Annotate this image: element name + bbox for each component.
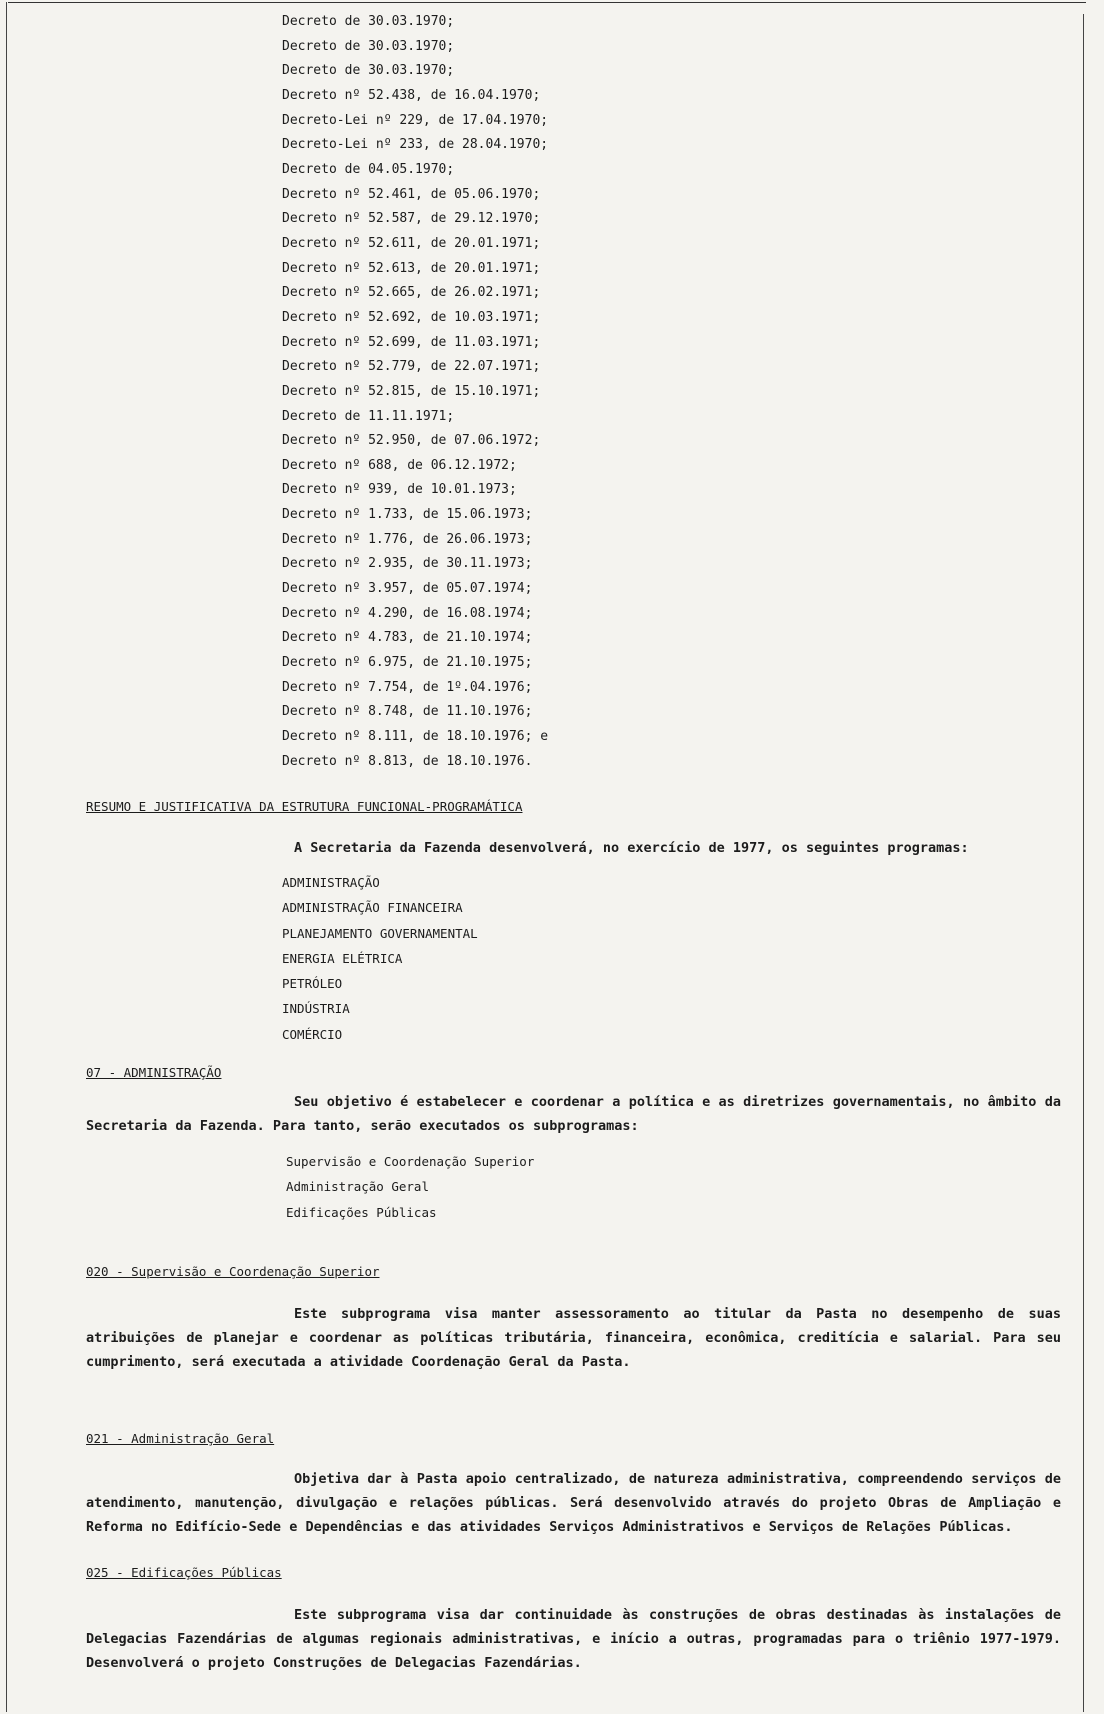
decree-item: Decreto de 30.03.1970; — [282, 38, 455, 54]
decree-item: Decreto nº 2.935, de 30.11.1973; — [282, 556, 533, 572]
decree-item: Decreto nº 52.699, de 11.03.1971; — [282, 334, 541, 350]
decree-item: Decreto nº 52.692, de 10.03.1971; — [282, 309, 541, 325]
decree-item: Decreto de 04.05.1970; — [282, 161, 455, 177]
s021-paragraph: Objetiva dar à Pasta apoio centralizado, de natureza administrativa, compreendendo serviços de atendimento, manutenção, divulgação e relações públicas. Será desenvolvido através do projeto Obras de Ampliação e Reforma no Edifício-Sede e Dependências e das atividades Serviços Administrativos e Serviços de Relações Públicas. — [86, 1471, 1061, 1535]
subprogram-item: Supervisão e Coordenação Superior — [286, 1154, 535, 1169]
decree-item: Decreto nº 52.438, de 16.04.1970; — [282, 87, 541, 103]
top-border-line — [8, 2, 1086, 3]
subprogram-item: Edificações Públicas — [286, 1204, 437, 1220]
decree-item: Decreto de 30.03.1970; — [282, 63, 455, 79]
decree-item: Decreto nº 52.613, de 20.01.1971; — [282, 260, 541, 276]
s025-heading: 025 - Edificações Públicas — [86, 1565, 282, 1580]
decree-item: Decreto nº 4.290, de 16.08.1974; — [282, 605, 533, 621]
resumo-heading: RESUMO E JUSTIFICATIVA DA ESTRUTURA FUNCIONAL-PROGRAMÁTICA — [86, 799, 523, 814]
decree-item: Decreto nº 3.957, de 05.07.1974; — [282, 581, 533, 597]
decree-item: Decreto-Lei nº 229, de 17.04.1970; — [282, 112, 549, 128]
program-item: INDÚSTRIA — [282, 1001, 350, 1017]
admin-paragraph: Seu objetivo é estabelecer e coordenar a política e as diretrizes governamentais, no âmbito da Secretaria da Fazenda. Para tanto, serão executados os subprogramas: — [86, 1094, 1061, 1134]
decree-item: Decreto-Lei nº 233, de 28.04.1970; — [282, 137, 549, 153]
decree-item: Decreto nº 1.776, de 26.06.1973; — [282, 531, 533, 547]
right-border-line — [1083, 14, 1084, 1712]
program-item: PLANEJAMENTO GOVERNAMENTAL — [282, 925, 478, 941]
decree-item: Decreto nº 939, de 10.01.1973; — [282, 482, 517, 498]
program-item: ADMINISTRAÇÃO — [282, 875, 380, 890]
decree-list — [282, 10, 548, 774]
decree-item: Decreto de 11.11.1971; — [282, 408, 455, 424]
s020-heading: 020 - Supervisão e Coordenação Superior — [86, 1264, 380, 1279]
decree-item: Decreto nº 52.665, de 26.02.1971; — [282, 285, 541, 301]
subprogram-list — [286, 1149, 534, 1225]
program-item: PETRÓLEO — [282, 976, 343, 992]
decree-item: Decreto nº 52.779, de 22.07.1971; — [282, 359, 541, 375]
decree-item: Decreto nº 52.611, de 20.01.1971; — [282, 235, 541, 251]
decree-item: Decreto nº 8.111, de 18.10.1976; e — [282, 729, 549, 745]
decree-item: Decreto nº 1.733, de 15.06.1973; — [282, 507, 533, 523]
s021-heading: 021 - Administração Geral — [86, 1431, 275, 1446]
program-item: COMÉRCIO — [282, 1026, 343, 1042]
s020-paragraph: Este subprograma visa manter assessoramento ao titular da Pasta no desempenho de suas atribuições de planejar e coordenar as políticas tributária, financeira, econômica, creditícia e salarial. Para seu cumprimento, será executada a atividade Coordenação Geral da Pasta. — [86, 1306, 1061, 1370]
decree-item: Decreto nº 52.815, de 15.10.1971; — [282, 383, 541, 399]
decree-item: Decreto nº 7.754, de 1º.04.1976; — [282, 679, 533, 695]
decree-item: Decreto nº 52.950, de 07.06.1972; — [282, 433, 541, 449]
decree-item: Decreto nº 52.461, de 05.06.1970; — [282, 186, 541, 202]
program-item: ENERGIA ELÉTRICA — [282, 950, 403, 966]
s025-paragraph: Este subprograma visa dar continuidade às construções de obras destinadas às instalações de Delegacias Fazendárias de algumas regionais administrativas, e início a outras, programadas para o triênio 1977-1979. Desenvolverá o projeto Construções de Delegacias Fazendárias. — [86, 1607, 1061, 1671]
decree-item: Decreto nº 52.587, de 29.12.1970; — [282, 211, 541, 227]
left-border-line — [6, 2, 7, 1712]
program-list — [282, 870, 478, 1047]
program-item: ADMINISTRAÇÃO FINANCEIRA — [282, 900, 463, 916]
resumo-intro: A Secretaria da Fazenda desenvolverá, no exercício de 1977, os seguintes programas: — [294, 840, 969, 856]
decree-item: Decreto nº 688, de 06.12.1972; — [282, 457, 517, 473]
decree-item: Decreto nº 6.975, de 21.10.1975; — [282, 655, 533, 671]
decree-item: Decreto nº 4.783, de 21.10.1974; — [282, 630, 533, 646]
decree-item: Decreto nº 8.748, de 11.10.1976; — [282, 704, 533, 720]
admin-heading: 07 - ADMINISTRAÇÃO — [86, 1065, 222, 1080]
decree-item: Decreto de 30.03.1970; — [282, 14, 455, 29]
subprogram-item: Administração Geral — [286, 1179, 429, 1195]
decree-item: Decreto nº 8.813, de 18.10.1976. — [282, 753, 533, 769]
